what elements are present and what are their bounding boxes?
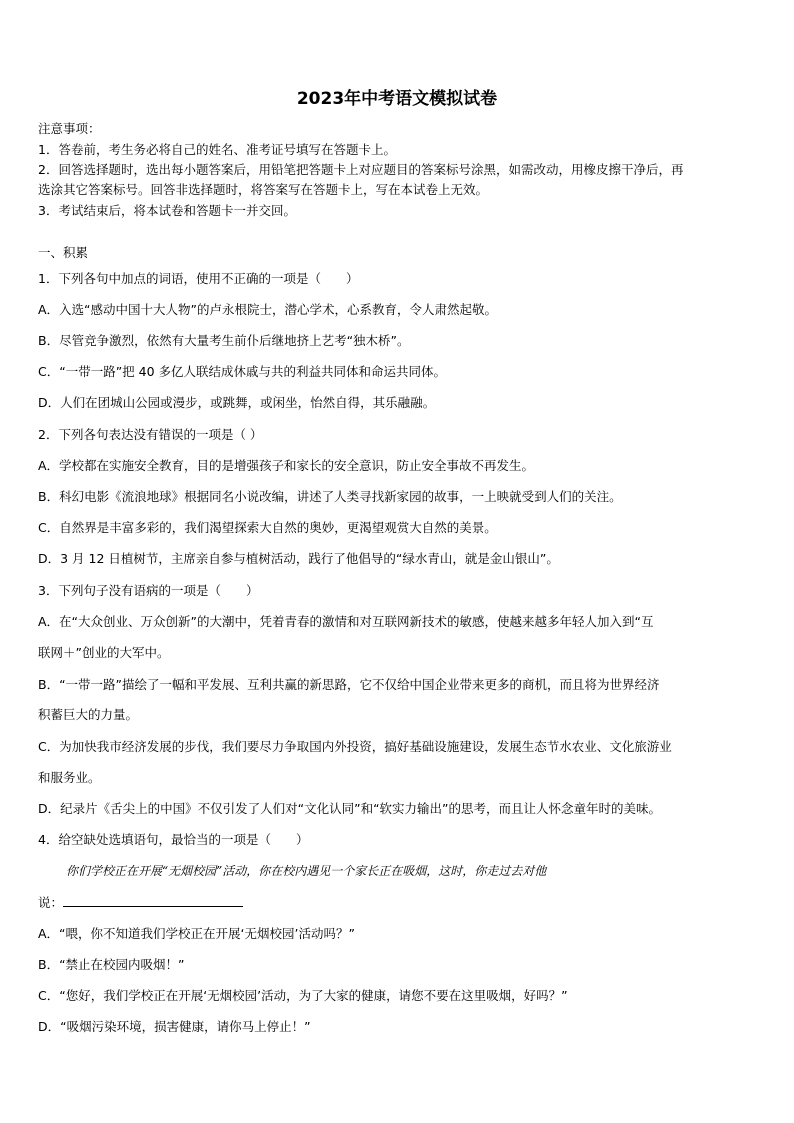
notice-item-2: 2．回答选择题时，选出每小题答案后，用铅笔把答题卡上对应题目的答案标号涂黑，如需改动，用橡皮擦干净后，再 (38, 162, 684, 177)
question-4-option-c: C．“您好，我们学校正在开展‘无烟校园’活动，为了大家的健康，请您不要在这里吸烟，好吗？” (38, 988, 568, 1003)
page-title: 2023年中考语文模拟试卷 (296, 89, 498, 109)
question-4-scenario: 你们学校正在开展“无烟校园”活动，你在校内遇见一个家长正在吸烟，这时，你走过去对他 (66, 864, 547, 878)
question-4-option-d: D．“吸烟污染环境，损害健康，请你马上停止！” (38, 1019, 311, 1034)
question-2-stem: 2．下列各句表达没有错误的一项是（ ） (38, 427, 263, 442)
question-3-option-b: B．“一带一路”描绘了一幅和平发展、互利共赢的新思路，它不仅给中国企业带来更多的商机，而且将为世界经济 (38, 677, 660, 692)
question-2-option-a: A．学校都在实施安全教育，目的是增强孩子和家长的安全意识，防止安全事故不再发生。 (38, 458, 535, 473)
notice-item-2-cont: 选涂其它答案标号。回答非选择题时，将答案写在答题卡上，写在本试卷上无效。 (38, 182, 489, 197)
question-1-option-a: A．入选“感动中国十大人物”的卢永根院士，潜心学术，心系教育，令人肃然起敬。 (38, 302, 498, 317)
question-2-option-d: D．3 月 12 日植树节，主席亲自参与植树活动，践行了他倡导的“绿水青山，就是金山银山”。 (38, 551, 559, 566)
question-3-option-b-cont: 积蓄巨大的力量。 (38, 707, 139, 722)
question-4-stem: 4．给空缺处选填语句，最恰当的一项是（ ） (38, 832, 309, 847)
question-2-option-b: B．科幻电影《流浪地球》根据同名小说改编，讲述了人类寻找新家园的故事，一上映就受到人们的关注。 (38, 489, 622, 504)
question-1-option-d: D．人们在团城山公园或漫步，或跳舞，或闲坐，怡然自得，其乐融融。 (38, 395, 436, 410)
notice-item-3: 3．考试结束后，将本试卷和答题卡一并交回。 (38, 203, 296, 218)
question-4-blank-line (38, 894, 243, 912)
section-heading: 一、积累 (38, 245, 89, 260)
question-1-option-b: B．尽管竞争激烈，依然有大量考生前仆后继地挤上艺考“独木桥”。 (38, 333, 410, 348)
question-4-say-label: 说： (38, 895, 64, 910)
notice-heading: 注意事项： (38, 121, 101, 136)
question-3-option-c-cont: 和服务业。 (38, 770, 101, 785)
question-3-option-a-cont: 联网＋”创业的大军中。 (38, 645, 170, 660)
question-3-stem: 3．下列句子没有语病的一项是（ ） (38, 583, 259, 598)
question-3-option-c: C．为加快我市经济发展的步伐，我们要尽力争取国内外投资，搞好基础设施建设，发展生态节水农业、文化旅游业 (38, 739, 672, 754)
question-4-option-a: A．“喂，你不知道我们学校正在开展‘无烟校园’活动吗？” (38, 926, 355, 941)
answer-blank (63, 894, 243, 907)
question-1-stem: 1．下列各句中加点的词语，使用不正确的一项是（ ） (38, 271, 359, 286)
notice-item-1: 1．答卷前，考生务必将自己的姓名、准考证号填写在答题卡上。 (38, 142, 396, 157)
question-3-option-d: D．纪录片《舌尖上的中国》不仅引发了人们对“文化认同”和“软实力输出”的思考，而且让人怀念童年时的美味。 (38, 801, 662, 816)
question-3-option-a: A．在“大众创业、万众创新”的大潮中，凭着青春的激情和对互联网新技术的敏感，使越来越多年轻人加入到“互 (38, 614, 654, 629)
question-4-option-b: B．“禁止在校园内吸烟！” (38, 957, 185, 972)
question-1-option-c: C．“一带一路”把 40 多亿人联结成休戚与共的利益共同体和命运共同体。 (38, 364, 447, 379)
question-2-option-c: C．自然界是丰富多彩的，我们渴望探索大自然的奥妙，更渴望观赏大自然的美景。 (38, 520, 497, 535)
